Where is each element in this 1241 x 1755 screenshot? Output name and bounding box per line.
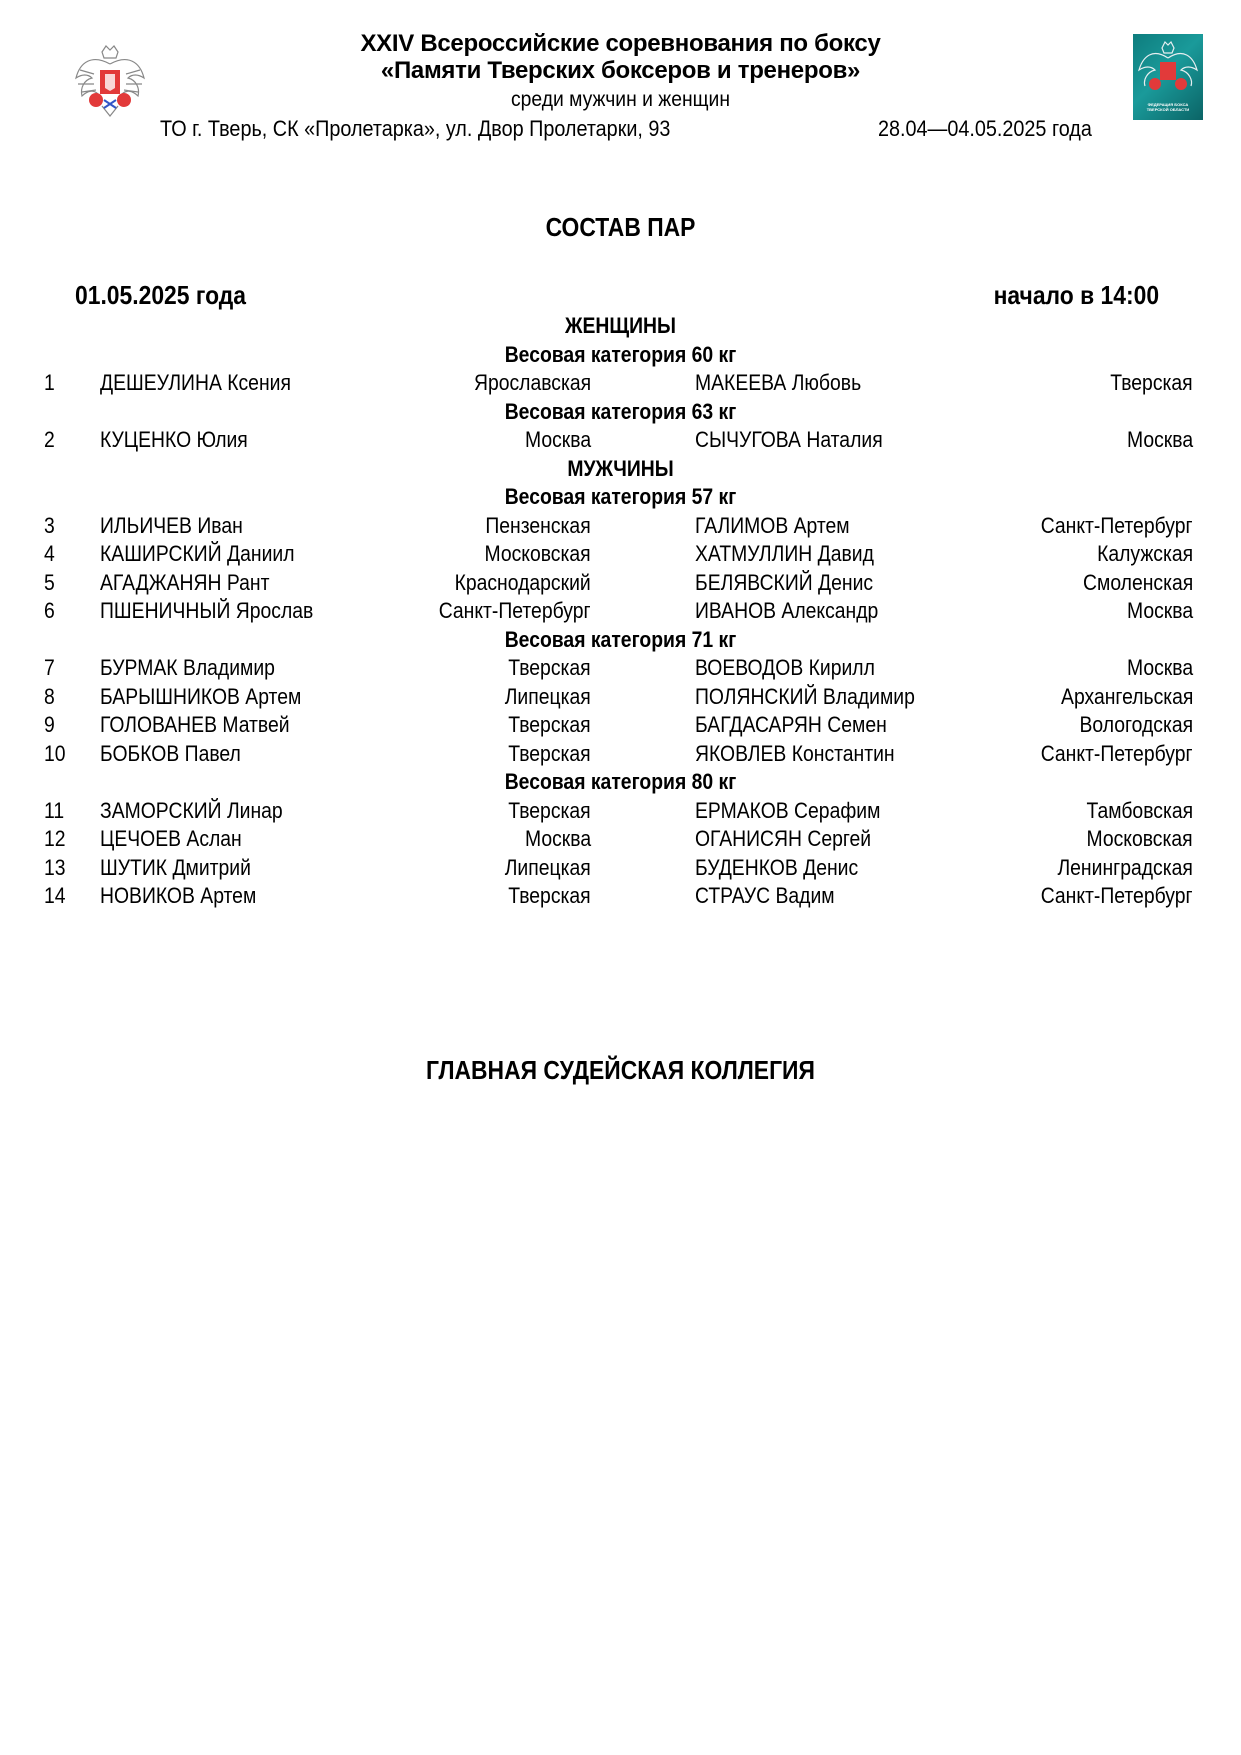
- pair-row: [0, 825, 1241, 854]
- boxer-red-name: ЗАМОРСКИЙ Линар: [100, 797, 283, 823]
- pair-row: [0, 369, 1241, 398]
- pair-number: 13: [44, 854, 66, 880]
- pair-row: [0, 711, 1241, 740]
- pair-row: [0, 426, 1241, 455]
- pair-number: 5: [44, 569, 55, 595]
- event-title-line1: XXIV Всероссийские соревнования по боксу: [360, 30, 881, 57]
- boxer-blue-name: СЫЧУГОВА Наталия: [695, 427, 883, 452]
- boxer-red-name: БОБКОВ Павел: [100, 740, 241, 766]
- boxer-red-region: Тверская: [508, 883, 591, 908]
- pair-number: 7: [44, 655, 55, 680]
- boxer-blue-name: ЯКОВЛЕВ Константин: [695, 740, 895, 766]
- section-label: Весовая категория 80 кг: [504, 769, 737, 794]
- pairs-table: [0, 312, 1241, 911]
- boxer-red-name: КУЦЕНКО Юлия: [100, 427, 248, 452]
- boxer-blue-name: ЕРМАКОВ Серафим: [695, 797, 881, 823]
- section-label: МУЖЧИНЫ: [567, 455, 674, 481]
- boxer-blue-region: Москва: [1126, 655, 1193, 680]
- boxer-blue-region: Вологодская: [1079, 712, 1193, 737]
- bout-date: 01.05.2025 года: [75, 280, 247, 310]
- boxer-blue-region: Санкт-Петербург: [1041, 512, 1193, 538]
- boxer-blue-region: Тверская: [1110, 370, 1193, 395]
- pair-number: 6: [44, 598, 55, 623]
- boxer-blue-region: Ленинградская: [1057, 854, 1193, 880]
- boxer-blue-name: ВОЕВОДОВ Кирилл: [695, 655, 875, 680]
- pair-row: [0, 740, 1241, 769]
- pair-number: 11: [44, 797, 65, 823]
- boxer-blue-region: Тамбовская: [1086, 797, 1193, 823]
- pair-row: [0, 512, 1241, 541]
- boxer-red-region: Краснодарский: [454, 569, 591, 595]
- logo-caption-line2: ТВЕРСКОЙ ОБЛАСТИ: [1146, 107, 1190, 112]
- event-subtitle: среди мужчин и женщин: [510, 88, 730, 111]
- boxer-blue-name: СТРАУС Вадим: [695, 883, 835, 908]
- boxer-red-name: АГАДЖАНЯН Рант: [100, 569, 270, 595]
- boxer-blue-region: Москва: [1126, 598, 1193, 623]
- boxer-blue-region: Смоленская: [1082, 569, 1193, 595]
- section-label: Весовая категория 60 кг: [504, 341, 737, 367]
- boxer-red-name: НОВИКОВ Артем: [100, 883, 257, 908]
- pair-row: [0, 797, 1241, 826]
- boxer-red-region: Санкт-Петербург: [439, 598, 591, 623]
- boxer-blue-name: БУДЕНКОВ Денис: [695, 854, 859, 880]
- pair-number: 12: [44, 826, 66, 851]
- pair-row: [0, 597, 1241, 626]
- pair-row: [0, 569, 1241, 598]
- boxer-blue-region: Московская: [1086, 826, 1193, 851]
- pair-row: [0, 882, 1241, 911]
- boxer-red-region: Москва: [524, 427, 591, 452]
- boxer-blue-region: Санкт-Петербург: [1041, 883, 1193, 908]
- boxer-red-name: ЦЕЧОЕВ Аслан: [100, 826, 242, 851]
- boxer-blue-name: МАКЕЕВА Любовь: [695, 370, 862, 395]
- pair-row: [0, 683, 1241, 712]
- boxer-red-name: ГОЛОВАНЕВ Матвей: [100, 712, 290, 737]
- boxer-blue-region: Москва: [1126, 427, 1193, 452]
- boxer-red-region: Пензенская: [485, 512, 591, 538]
- logo-caption-line1: ФЕДЕРАЦИЯ БОКСА: [1147, 102, 1189, 107]
- pair-number: 14: [44, 883, 66, 908]
- boxer-red-region: Липецкая: [504, 854, 591, 880]
- pair-number: 3: [44, 512, 55, 538]
- pair-number: 2: [44, 427, 55, 452]
- pair-number: 1: [44, 370, 55, 395]
- boxer-red-name: КАШИРСКИЙ Даниил: [100, 541, 295, 566]
- boxer-red-name: ДЕШЕУЛИНА Ксения: [100, 370, 291, 395]
- pair-row: [0, 654, 1241, 683]
- start-time: начало в 14:00: [993, 280, 1159, 310]
- boxer-red-name: ИЛЬИЧЕВ Иван: [100, 512, 243, 538]
- boxer-red-name: ПШЕНИЧНЫЙ Ярослав: [100, 598, 314, 623]
- pair-number: 8: [44, 683, 55, 709]
- event-title-line2: «Памяти Тверских боксеров и тренеров»: [380, 57, 861, 84]
- section-header: [0, 626, 1241, 655]
- boxer-blue-name: ИВАНОВ Александр: [695, 598, 879, 623]
- boxer-red-region: Тверская: [508, 712, 591, 737]
- pair-number: 4: [44, 541, 55, 566]
- boxer-blue-name: ПОЛЯНСКИЙ Владимир: [695, 683, 915, 709]
- boxer-blue-name: БАГДАСАРЯН Семен: [695, 712, 887, 737]
- document-title: СОСТАВ ПАР: [545, 212, 696, 242]
- boxer-red-name: БУРМАК Владимир: [100, 655, 275, 680]
- chief-jury-title: ГЛАВНАЯ СУДЕЙСКАЯ КОЛЛЕГИЯ: [426, 1055, 815, 1085]
- boxer-red-region: Тверская: [508, 655, 591, 680]
- boxer-red-region: Ярославская: [473, 370, 591, 395]
- section-label: ЖЕНЩИНЫ: [565, 313, 676, 338]
- section-header: [0, 398, 1241, 427]
- pair-row: [0, 854, 1241, 883]
- boxer-red-region: Тверская: [508, 740, 591, 766]
- section-header: [0, 341, 1241, 370]
- event-venue: ТО г. Тверь, СК «Пролетарка», ул. Двор Пролетарки, 93: [160, 116, 671, 141]
- section-header: [0, 483, 1241, 512]
- boxer-red-name: БАРЫШНИКОВ Артем: [100, 683, 302, 709]
- section-header: [0, 312, 1241, 341]
- event-dates: 28.04—04.05.2025 года: [878, 116, 1092, 141]
- boxer-blue-name: ХАТМУЛЛИН Давид: [695, 541, 874, 566]
- section-label: Весовая категория 57 кг: [504, 484, 737, 509]
- section-label: Весовая категория 63 кг: [504, 398, 737, 424]
- section-header: [0, 455, 1241, 484]
- boxer-blue-name: ОГАНИСЯН Сергей: [695, 826, 872, 851]
- boxer-blue-name: ГАЛИМОВ Артем: [695, 512, 850, 538]
- section-label: Весовая категория 71 кг: [504, 626, 737, 652]
- pair-row: [0, 540, 1241, 569]
- boxer-red-region: Москва: [524, 826, 591, 851]
- pair-number: 10: [44, 740, 66, 766]
- boxer-blue-region: Архангельская: [1060, 683, 1193, 709]
- boxer-blue-region: Санкт-Петербург: [1041, 740, 1193, 766]
- section-header: [0, 768, 1241, 797]
- boxer-blue-name: БЕЛЯВСКИЙ Денис: [695, 569, 874, 595]
- boxer-red-name: ШУТИК Дмитрий: [100, 854, 251, 880]
- pair-number: 9: [44, 712, 55, 737]
- boxer-blue-region: Калужская: [1096, 541, 1193, 566]
- boxer-red-region: Тверская: [508, 797, 591, 823]
- boxer-red-region: Московская: [484, 541, 591, 566]
- boxer-red-region: Липецкая: [504, 683, 591, 709]
